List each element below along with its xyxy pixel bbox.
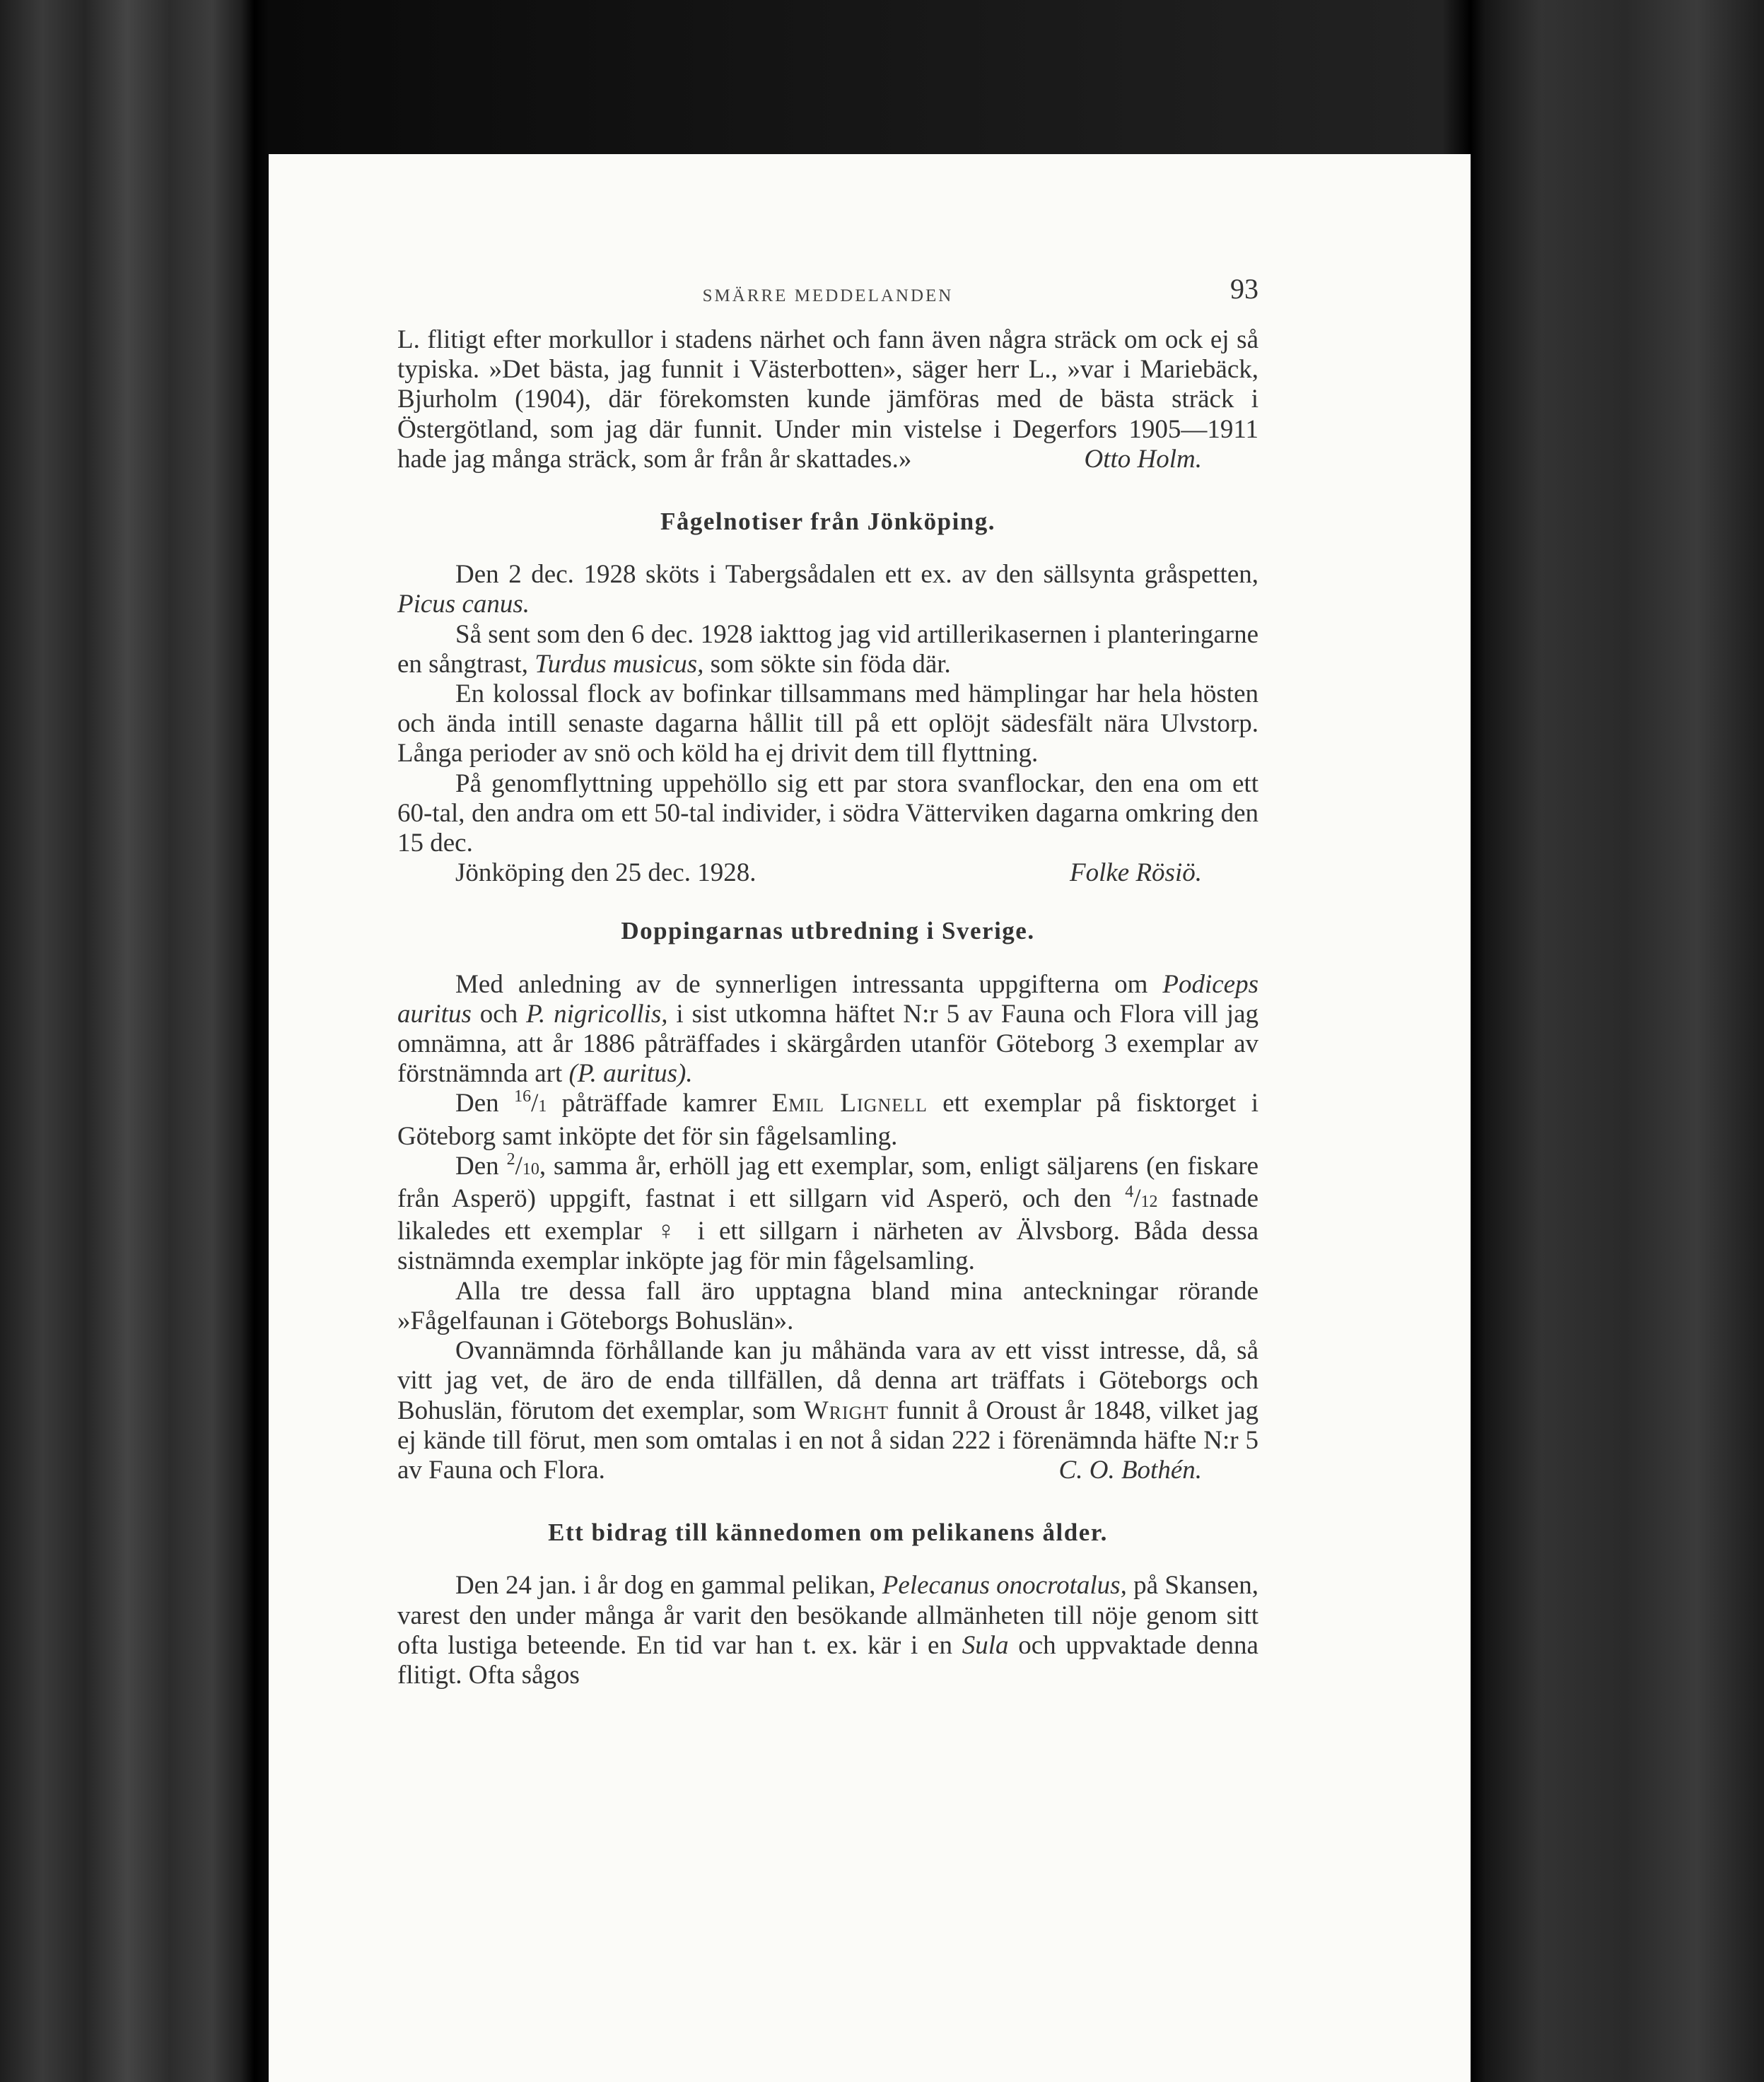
species-name: Turdus musicus,: [535, 649, 704, 679]
book-page: [269, 154, 1471, 2082]
text: fastnade likaledes ett exemplar ♀ i ett sillgarn i närheten av Älvsborg. Båda dessa sistnämnda exemplar inköpte jag för min fågelsamling.: [397, 1184, 1258, 1276]
section-title: Doppingarnas utbredning i Sverige.: [621, 917, 1035, 945]
date-month: 1: [538, 1097, 547, 1116]
text: , samma år, erhöll jag ett exemplar, som, enligt säljarens (en fiskare från Asperö) uppgift, fastnat i ett sillgarn vid Asperö, och den: [397, 1151, 1259, 1214]
section-title: Fågelnotiser från Jönköping.: [660, 508, 996, 536]
date-day: 2: [506, 1150, 515, 1169]
paragraph: På genomflyttning uppehöllo sig ett par stora svanflockar, den ena om ett 60-tal, den andra om ett 50-tal individer, i södra Vätterviken dagarna omkring den 15 dec.: [397, 768, 1258, 858]
text: Ovannämnda förhållande kan ju måhända vara av ett visst intresse, då, så vitt jag vet, de äro de enda tillfällen, då denna art träffats i Göteborgs och Bohuslän, förutom det exemplar, som: [397, 1336, 1258, 1425]
person-name: Wright: [803, 1396, 889, 1425]
running-head: [397, 271, 1258, 325]
text: Den: [455, 1089, 515, 1118]
page-number: 93: [1230, 273, 1258, 305]
text: påträffade kamrer: [547, 1089, 772, 1118]
species-name: Picus canus.: [397, 590, 530, 619]
text: Den 2 dec. 1928 sköts i Tabergsådalen ett ex. av den sällsynta gråspetten,: [455, 560, 1258, 590]
signature: Folke Rösiö.: [1069, 858, 1202, 888]
running-title: SMÄRRE MEDDELANDEN: [702, 286, 954, 305]
paragraph: Alla tre dessa fall äro upptagna bland mina anteckningar rörande »Fågelfaunan i Göteborgs Bohuslän».: [397, 1276, 1258, 1335]
text: Den: [455, 1151, 507, 1181]
paragraph: [397, 1336, 1258, 1485]
paragraph: En kolossal flock av bofinkar tillsammans med hämplingar har hela hösten och ända intill senaste dagarna hållit till på ett oplöjt sädesfält nära Ulvstorp. Långa perioder av snö och köld ha ej drivit dem till flyttning.: [397, 679, 1258, 768]
person-name: Emil Lignell: [771, 1089, 928, 1118]
date-month: 10: [522, 1159, 539, 1179]
species-name: (P. auritus).: [568, 1059, 693, 1089]
paragraph: [397, 1571, 1258, 1690]
text: och uppvaktade denna flitigt. Ofta sågos: [397, 1630, 1258, 1690]
date-day: 4: [1125, 1183, 1134, 1202]
text: Den 24 jan. i år dog en gammal pelikan,: [455, 1571, 882, 1601]
paragraph: [397, 858, 1258, 888]
date-day: 16: [514, 1087, 532, 1106]
species-name: Pelecanus onocrotalus,: [882, 1571, 1127, 1601]
signature: C. O. Bothén.: [1058, 1455, 1202, 1485]
dateline: Jönköping den 25 dec. 1928.: [455, 858, 757, 888]
paragraph: [397, 620, 1258, 679]
signature: Otto Holm.: [1084, 444, 1202, 474]
text: Med anledning av de synnerligen intressanta uppgifterna om: [455, 969, 1163, 999]
page-content: [397, 271, 1258, 1690]
text: på Skansen, varest den under många år varit den besökande allmänheten till nöje genom sitt ofta lustiga beteende. En tid var han t. ex. kär i en: [397, 1571, 1258, 1660]
paragraph: [397, 970, 1258, 1089]
paragraph: Den $^{16}$/1 påträffade kamrer Emil Lignell ett exemplar på fisktorget i Göteborg samt inköpte det för sin fågelsamling.: [397, 1087, 1258, 1151]
paragraph: [397, 325, 1258, 474]
species-name: Sula: [962, 1630, 1009, 1660]
species-name: P. nigricollis,: [526, 999, 668, 1029]
text: i sist utkomna häftet N:r 5 av Fauna och Flora vill jag omnämna, att år 1886 påträffades i skärgården utanför Göteborg 3 exemplar av förstnämnda art: [397, 999, 1258, 1089]
text: ett exemplar på fisktorget i Göteborg samt inköpte det för sin fågelsamling.: [397, 1089, 1258, 1151]
text: Så sent som den 6 dec. 1928 iakttog jag vid artillerikasernen i planteringarne en sångtrast,: [397, 619, 1258, 679]
paragraph: Den $^2$/10, samma år, erhöll jag ett exemplar, som, enligt säljarens (en fiskare från Asperö) uppgift, fastnat i ett sillgarn vid Asperö, och den $^4$/12 fastnade likaledes ett exemplar ♀ i ett sillgarn i närheten av Älvsborg. Båda dessa sistnämnda exemplar inköpte jag för min fågelsamling.: [397, 1150, 1259, 1276]
text: L. flitigt efter morkullor i stadens närhet och fann även några sträck om ock ej så typiska. »Det bästa, jag funnit i Västerbotten», säger herr L., »var i Mariebäck, Bjurholm (1904), där förekomsten kunde jämföras med de bästa sträck i Östergötland, som jag där funnit. Under min vistelse i Degerfors 1905—1911 hade jag många sträck, som år från år skattades.»: [397, 325, 1258, 474]
section-title: Ett bidrag till kännedomen om pelikanens ålder.: [548, 1519, 1108, 1547]
text: som sökte sin föda där.: [703, 649, 951, 679]
text: funnit å Oroust år 1848, vilket jag ej kände till förut, men som omtalas i en not å sidan 222 i förenämnda häfte N:r 5 av Fauna och Flora.: [397, 1396, 1258, 1485]
text: och: [471, 999, 527, 1029]
paragraph: [397, 560, 1258, 619]
date-month: 12: [1140, 1193, 1158, 1212]
species-name: Podiceps auritus: [397, 969, 1258, 1029]
